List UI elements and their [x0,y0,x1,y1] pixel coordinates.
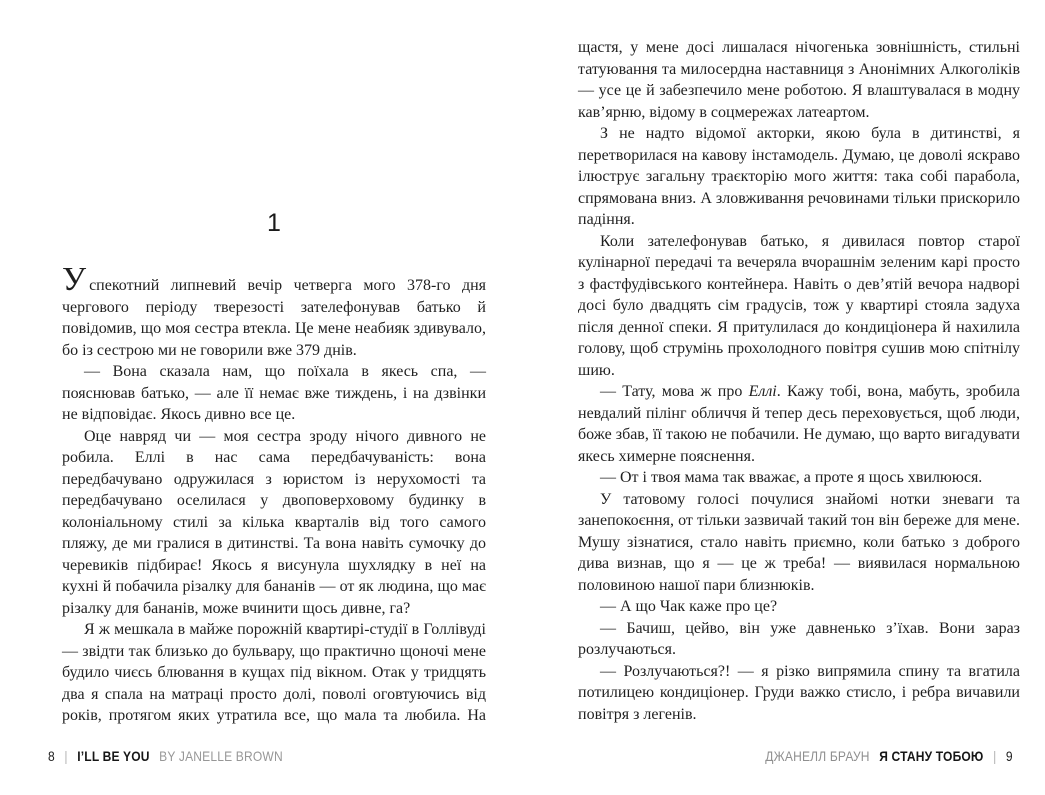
paragraph: — От і твоя мама так вважає, а проте я щось хвилююся. [600,469,983,486]
right-page-number: 9 [1006,748,1013,764]
book-byline: BY JANELLE BROWN [159,748,283,764]
right-page [578,37,1020,725]
right-page-text [578,37,1020,725]
paragraph: — А що Чак каже про це? [600,598,778,615]
footer-separator: | [64,748,68,764]
paragraph: щастя, у мене досі лишалася нічогенька зовнішність, стильні татуювання та милосердна наставниця з Анонімних Алкоголіків — усе це й забезпечило мене роботою. Я влаштувалася в модну кав’ярню, відому в соцмережах латеартом. [578,39,1020,121]
paragraph: З не надто відомої акторки, якою була в дитинстві, я перетворилася на кавову інстамодель. Думаю, це доволі яскраво ілюструє загальну траєкторію мого життя: така собі парабола, спрямована вниз. А зловживання речовинами тільки прискорило падіння. [578,125,1020,228]
paragraph: Оце навряд чи — моя сестра зроду нічого дивного не робила. Еллі в нас сама передбачуваність: вона передбачувано одружилася з юристом із нерухомості та передбачувано оселилася у двоповерховому будинку в колоніальному стилі за кілька кварталів від того самого пляжу, де ми гралися в дитинстві. Та вона навіть сумочку до черевиків підбирає! Якось я висунула шухлядку в неї на кухні й побачила різалку для бананів — от як людина, що має різалку для бананів, може вчинити щось дивне, га? [62,427,486,617]
book-title-english: I’LL BE YOU [77,748,150,764]
left-page-number: 8 [48,748,55,764]
paragraph: — Вона сказала нам, що поїхала в якесь спа, — пояснював батько, — але її немає вже тиждень, і на дзвінки не відповідає. Якось дивно все це. [62,363,486,423]
paragraph: Успекотний липневий вечір четверга мого 378-го дня чергового періоду тверезості зателефонував батько й повідомив, що моя сестра втекла. Це мене неабияк здивувало, бо із сестрою ми не говорили вже 379 днів. [62,261,486,359]
paragraph: Я ж мешкала в майже порожній квартирі-студії в Голлівуді — звідти так близько до бульвару, що практично щоночі мене будило чиєсь блювання в кущах під вікном. Отак у тридцять два я спала на матраці просто долі, поволі оговтуючись від років, протягом яких утратила все, що мала та любила. На [62,621,486,724]
book-title-ukrainian: Я СТАНУ ТОБОЮ [879,748,984,764]
paragraph: — Бачиш, цейво, він уже давненько з’їхав. Вони зараз розлучаються. [578,619,1020,658]
paragraph: — Тату, мова ж про Еллі. Кажу тобі, вона, мабуть, зробила невдалий пілінг обличчя й тепер десь переховується, щоб люди, боже збав, її такою не побачили. Не думаю, що варто вигадувати якесь химерне пояснення. [578,383,1021,465]
paragraph: Коли зателефонував батько, я дивилася повтор старої кулінарної передачі та вечеряла вчорашнім зеленим карі просто з фастфудівського контейнера. Навіть о дев’ятій вечора надворі досі було двадцять сім градусів, тож у квартирі стояла задуха після денної спеки. Я притулилася до кондиціонера й нахилила голову, щоб струмінь прохолодного повітря сушив мою спітнілу шию. [578,232,1020,379]
drop-cap-letter: У [62,261,87,298]
paragraph: — Розлучаються?! — я різко випрямила спину та вгатила потилицею кондиціонер. Груди важко стисло, і ребра вичавили повітря з легенів. [578,662,1020,723]
left-page-footer [48,748,321,764]
left-page-text [62,261,486,727]
left-page [62,0,486,795]
paragraph: У татовому голосі почулися знайомі нотки зневаги та занепокоєння, от тільки зазвичай такий тон він береже для мене. Мушу зізнатися, стало навіть приємно, коли батько з доброго дива визнав, що я — це ж треба! — виявилася нормальною половиною нашої пари близнюків. [578,490,1020,594]
right-page-footer [725,748,1013,764]
chapter-number: 1 [267,209,281,237]
book-author-ukrainian: ДЖАНЕЛЛ БРАУН [765,748,870,764]
footer-separator: | [993,748,997,764]
